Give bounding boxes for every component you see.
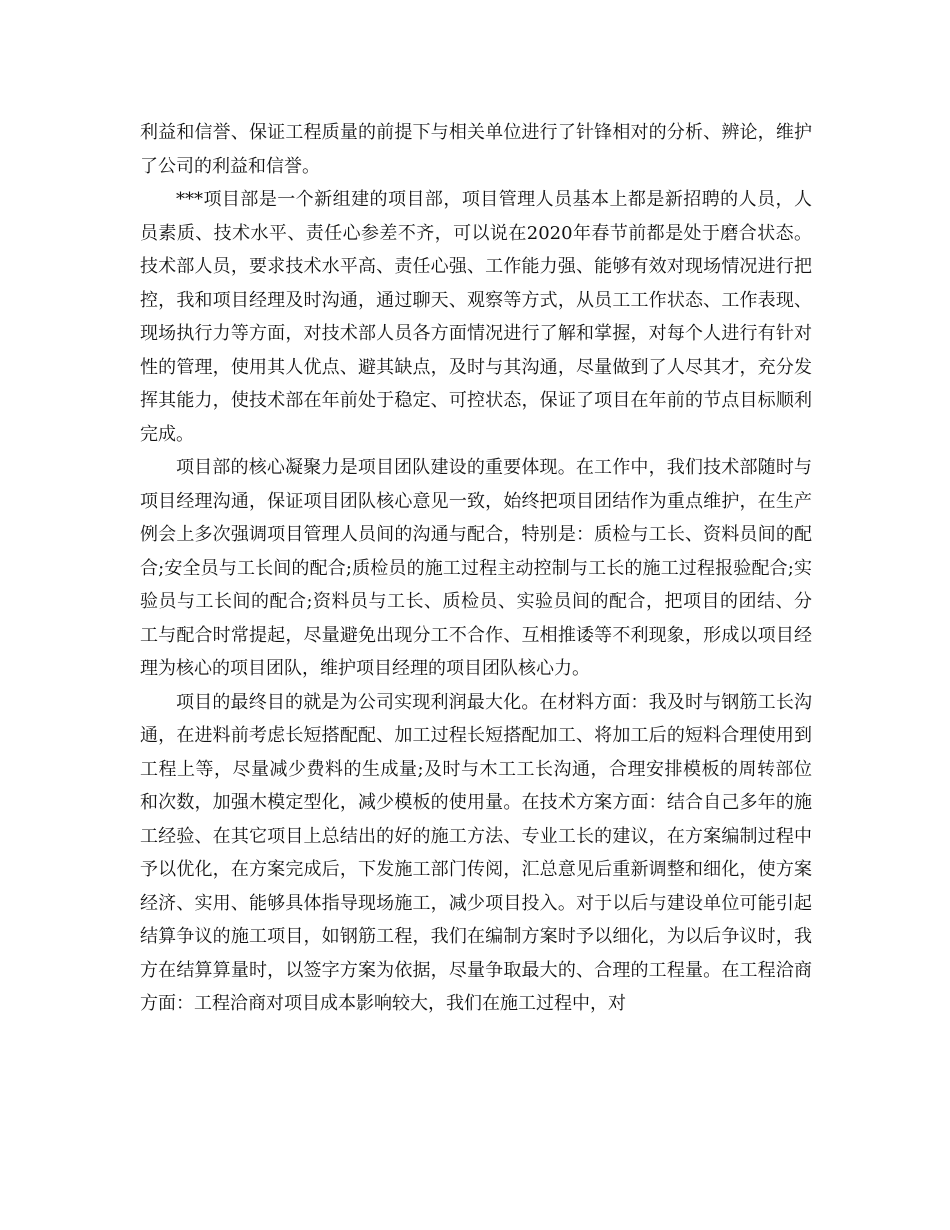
paragraph-4: 项目的最终目的就是为公司实现利润最大化。在材料方面：我及时与钢筋工长沟通，在进料前考虑长短搭配配、加工过程长短搭配加工、将加工后的短料合理使用到工程上等，尽量减少费料的生成量;及时与木工工长沟通，合理安排模板的周转部位和次数，加强木模定型化，减少模板的使用量。在技术方案方面：结合自己多年的施工经验、在其它项目上总结出的好的施工方法、专业工长的建议，在方案编制过程中予以优化，在方案完成后，下发施工部门传阅，汇总意见后重新调整和细化，使方案经济、实用、能够具体指导现场施工，减少项目投入。对于以后与建设单位可能引起结算争议的施工项目，如钢筋工程，我们在编制方案时予以细化，为以后争议时，我方在结算算量时，以签字方案为依据，尽量争取最大的、合理的工程量。在工程洽商方面：工程洽商对项目成本影响较大，我们在施工过程中，对	[140, 691, 812, 1014]
paragraph-1: 利益和信誉、保证工程质量的前提下与相关单位进行了针锋相对的分析、辨论，维护了公司的利益和信誉。	[140, 122, 812, 177]
paragraph-3: 项目部的核心凝聚力是项目团队建设的重要体现。在工作中，我们技术部随时与项目经理沟通，保证项目团队核心意见一致，始终把项目团结作为重点维护，在生产例会上多次强调项目管理人员间的沟通与配合，特别是：质检与工长、资料员间的配合;安全员与工长间的配合;质检员的施工过程主动控制与工长的施工过程报验配合;实验员与工长间的配合;资料员与工长、质检员、实验员间的配合，把项目的团结、分工与配合时常提起，尽量避免出现分工不合作、互相推诿等不利现象，形成以项目经理为核心的项目团队，维护项目经理的项目团队核心力。	[140, 457, 812, 679]
paragraph-2: ***项目部是一个新组建的项目部，项目管理人员基本上都是新招聘的人员，人员素质、技术水平、责任心参差不齐，可以说在2020年春节前都是处于磨合状态。技术部人员，要求技术水平高、责任心强、工作能力强、能够有效对现场情况进行把控，我和项目经理及时沟通，通过聊天、观察等方式，从员工工作状态、工作表现、现场执行力等方面，对技术部人员各方面情况进行了解和掌握，对每个人进行有针对性的管理，使用其人优点、避其缺点，及时与其沟通，尽量做到了人尽其才，充分发挥其能力，使技术部在年前处于稳定、可控状态，保证了项目在年前的节点目标顺利完成。	[140, 189, 812, 445]
document-body	[140, 116, 812, 1021]
